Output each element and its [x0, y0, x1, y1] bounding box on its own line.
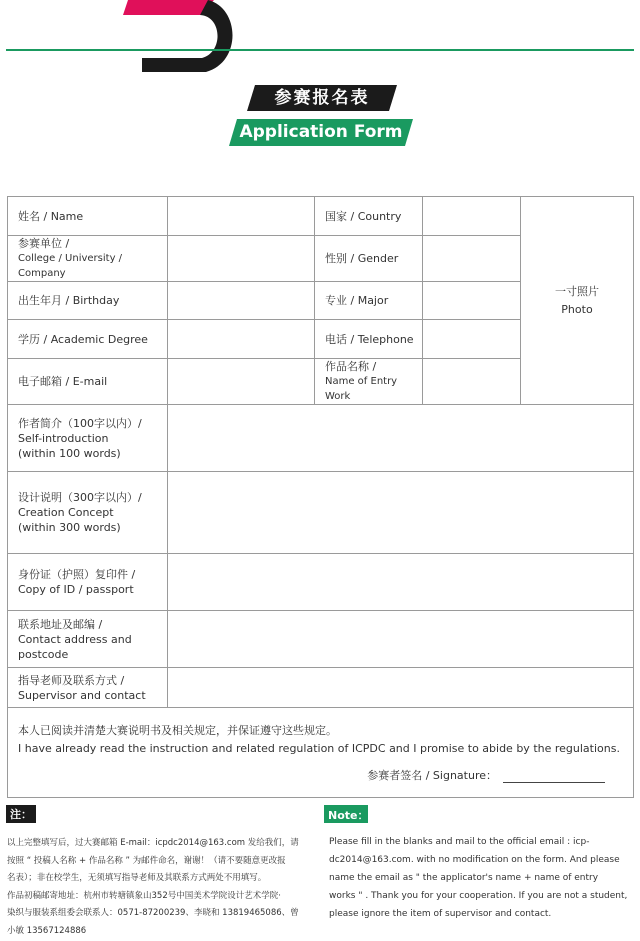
telephone-field[interactable] — [423, 320, 521, 359]
note-en-line: Please fill in the blanks and mail to the official email : icp- — [329, 837, 590, 847]
photo-box[interactable] — [521, 197, 634, 405]
note-cn-line: 作品初稿邮寄地址：杭州市转塘镇象山352号中国美术学院设计艺术学院· — [7, 890, 281, 901]
label-id-en: Copy of ID / passport — [18, 583, 134, 596]
declaration-en: I have already read the instruction and related regulation of ICPDC and I promise to abide by the regulations. — [18, 742, 620, 755]
birthday-field[interactable] — [168, 282, 315, 320]
label-self-intro-en1: Self-introduction — [18, 431, 109, 445]
entry-name-field[interactable] — [423, 359, 521, 405]
label-supervisor-en: Supervisor and contact — [18, 688, 146, 702]
label-degree: 学历 / Academic Degree — [8, 320, 168, 359]
label-address-cn: 联系地址及邮编 / — [18, 617, 103, 631]
note-en-line: dc2014@163.com. with no modification on the form. And please — [329, 855, 620, 865]
email-field[interactable] — [168, 359, 315, 405]
note-cn-text — [7, 835, 317, 941]
label-self-intro-cn: 作者简介（100字以内）/ — [18, 416, 142, 430]
label-name: 姓名 / Name — [8, 197, 168, 236]
label-supervisor-cn: 指导老师及联系方式 / — [18, 673, 125, 687]
id-copy-field[interactable] — [168, 554, 634, 611]
label-college-en: College / University / Company — [18, 253, 123, 279]
label-address-en2: postcode — [18, 647, 69, 661]
label-creation-concept — [8, 472, 168, 554]
label-address-en1: Contact address and — [18, 632, 132, 646]
logo-icon — [118, 0, 240, 74]
label-concept-cn: 设计说明（300字以内）/ — [18, 491, 142, 504]
label-telephone: 电话 / Telephone — [315, 320, 423, 359]
signature-row — [18, 768, 605, 783]
country-field[interactable] — [423, 197, 521, 236]
photo-label-cn: 一寸照片 — [555, 285, 599, 298]
creation-concept-field[interactable] — [168, 472, 634, 554]
declaration-cell — [8, 708, 634, 798]
note-tag-en-label: Note： — [328, 809, 369, 822]
label-college-cn: 参赛单位 / — [18, 237, 70, 250]
label-entry-name — [315, 359, 423, 405]
label-birthday: 出生年月 / Birthday — [8, 282, 168, 320]
page-title-cn: 参赛报名表 — [274, 88, 370, 108]
supervisor-field[interactable] — [168, 668, 634, 708]
label-entry-en: Name of Entry Work — [325, 376, 398, 402]
note-tag-cn — [6, 805, 36, 823]
label-country: 国家 / Country — [315, 197, 423, 236]
note-tag-cn-label: 注： — [10, 808, 32, 821]
label-entry-cn: 作品名称 / — [325, 360, 377, 373]
header-divider — [6, 49, 634, 51]
note-cn-line: 染织与服装系组委会联系人：0571-87200239、李晓和 13819465086、曾 — [7, 908, 299, 919]
label-self-intro-en2: (within 100 words) — [18, 446, 121, 460]
label-id-cn: 身份证（护照）复印件 / — [18, 568, 136, 581]
photo-label-en: Photo — [561, 303, 593, 316]
label-concept-en2: (within 300 words) — [18, 521, 121, 534]
note-cn-line: 以上完整填写后，过大赛邮箱 E-mail：icpdc2014@163.com 发给我们，请 — [7, 838, 299, 848]
label-gender: 性别 / Gender — [315, 236, 423, 282]
label-email: 电子邮箱 / E-mail — [8, 359, 168, 405]
degree-field[interactable] — [168, 320, 315, 359]
gender-field[interactable] — [423, 236, 521, 282]
self-intro-field[interactable] — [168, 405, 634, 472]
label-concept-en1: Creation Concept — [18, 506, 114, 519]
label-address — [8, 611, 168, 668]
signature-label: 参赛者签名 / Signature： — [367, 769, 497, 782]
note-en-line: works " . Thank you for your cooperation. If you are not a student, — [329, 891, 628, 901]
address-field[interactable] — [168, 611, 634, 668]
note-cn-line: 小敏 13567124886 — [7, 925, 87, 936]
college-field[interactable] — [168, 236, 315, 282]
label-supervisor — [8, 668, 168, 708]
title-en-banner — [229, 119, 413, 146]
note-tag-en — [324, 805, 368, 823]
declaration-cn: 本人已阅读并清楚大赛说明书及相关规定，并保证遵守这些规定。 — [18, 724, 337, 737]
note-en-text — [329, 833, 629, 923]
application-form-table — [7, 196, 634, 798]
note-cn-line: 名表）；非在校学生，无须填写指导老师及其联系方式两处不用填写。 — [7, 873, 267, 884]
label-self-intro — [8, 405, 168, 472]
major-field[interactable] — [423, 282, 521, 320]
note-en-line: name the email as " the applicator's name + name of entry — [329, 873, 599, 883]
label-major: 专业 / Major — [315, 282, 423, 320]
label-id-copy — [8, 554, 168, 611]
label-college — [8, 236, 168, 282]
title-cn-banner — [247, 85, 397, 111]
signature-line[interactable] — [503, 771, 605, 783]
note-cn-line: 按照 “ 投稿人名称 + 作品名称 ” 为邮件命名，谢谢！（请不要随意更改报 — [7, 855, 286, 866]
name-field[interactable] — [168, 197, 315, 236]
page-title-en: Application Form — [239, 122, 403, 142]
note-en-line: please ignore the item of supervisor and contact. — [329, 909, 552, 919]
